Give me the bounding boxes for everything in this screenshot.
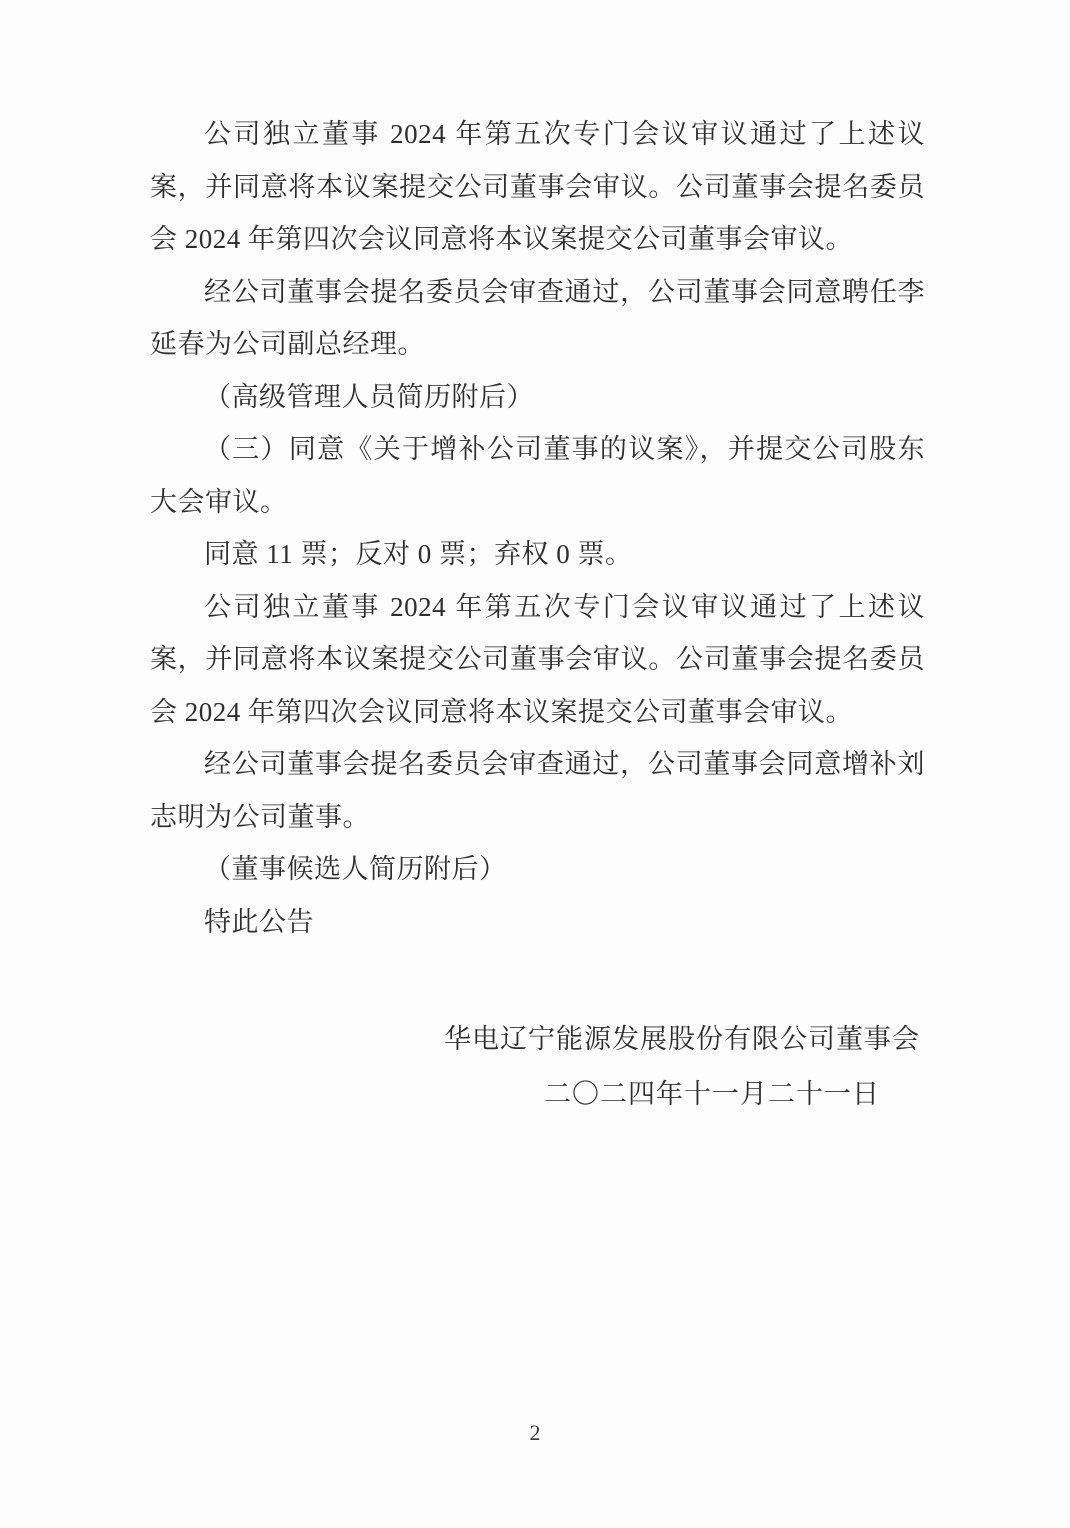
- paragraph-appoint-li-yanchun: 经公司董事会提名委员会审查通过，公司董事会同意聘任李延春为公司副总经理。: [150, 276, 925, 359]
- signature-block: [444, 1012, 920, 1122]
- document-body: [150, 108, 925, 948]
- page-number: 2: [529, 1420, 541, 1445]
- paragraph-approval-vp: 公司独立董事 2024 年第五次专门会议审议通过了上述议案，并同意将本议案提交公司董事会审议。公司董事会提名委员会 2024 年第四次会议同意将本议案提交公司董事会审议。: [150, 119, 925, 254]
- paragraph-vote-result: 同意 11 票；反对 0 票；弃权 0 票。: [204, 539, 633, 569]
- paragraph-add-liu-zhiming: 经公司董事会提名委员会审查通过，公司董事会同意增补刘志明为公司董事。: [150, 749, 925, 832]
- paragraph-resume-note-senior-management: （高级管理人员简历附后）: [204, 381, 534, 412]
- paragraph-resume-note-director-candidate: （董事候选人简历附后）: [204, 854, 507, 884]
- paragraph-announcement-closing: 特此公告: [204, 906, 314, 937]
- signature-date: 二〇二四年十一月二十一日: [544, 1079, 880, 1109]
- paragraph-item-three-proposal: （三）同意《关于增补公司董事的议案》，并提交公司股东大会审议。: [150, 434, 925, 517]
- signature-company: 华电辽宁能源发展股份有限公司董事会: [444, 1024, 920, 1054]
- paragraph-approval-director: 公司独立董事 2024 年第五次专门会议审议通过了上述议案，并同意将本议案提交公司董事会审议。公司董事会提名委员会 2024 年第四次会议同意将本议案提交公司董事会审议。: [150, 591, 925, 727]
